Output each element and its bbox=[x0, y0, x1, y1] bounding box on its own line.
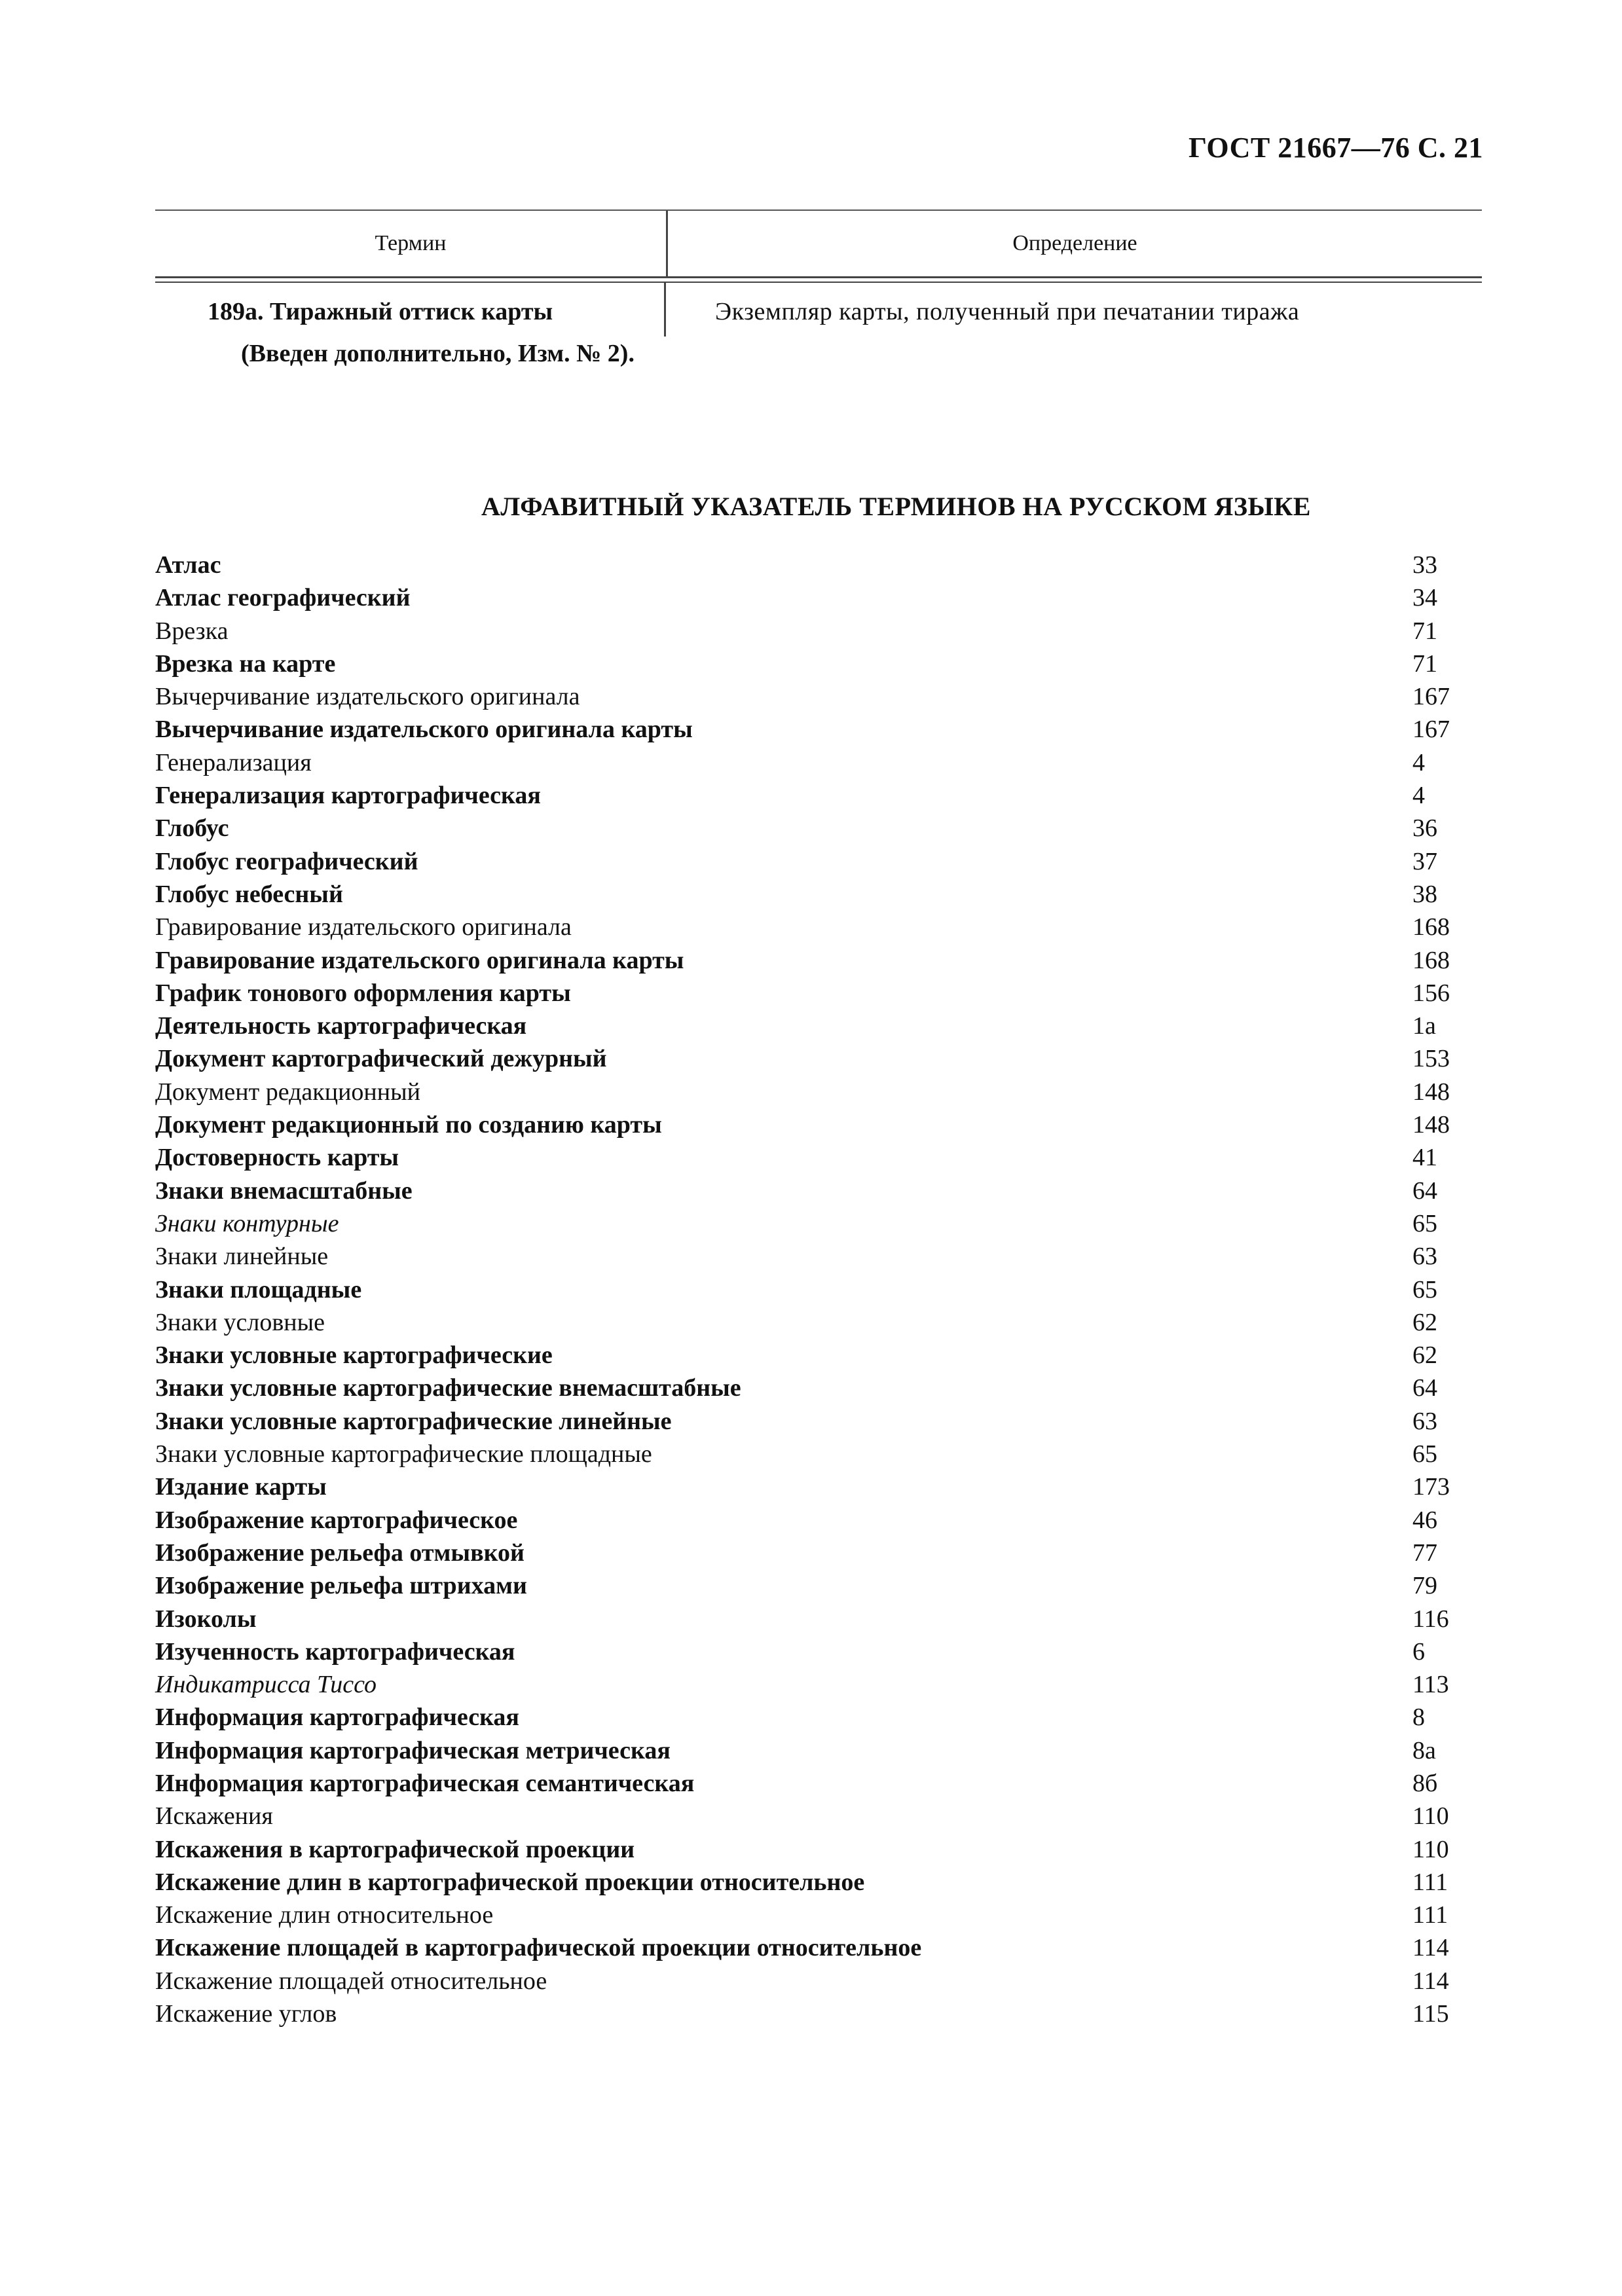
index-entry bbox=[155, 549, 1458, 581]
index-entry-term: Атлас bbox=[155, 551, 221, 579]
index-entry-term: Вычерчивание издательского оригинала карты bbox=[155, 716, 693, 744]
index-entry bbox=[155, 1866, 1458, 1899]
index-entry bbox=[155, 1339, 1458, 1372]
index-entry bbox=[155, 1800, 1458, 1832]
amendment-note: (Введен дополнительно, Изм. № 2). bbox=[241, 340, 635, 367]
index-entry-number: 65 bbox=[1412, 1275, 1437, 1303]
index-entry-term: Искажения bbox=[155, 1802, 273, 1831]
terms-table bbox=[155, 210, 1482, 337]
index-entry-number: 116 bbox=[1412, 1605, 1449, 1633]
index-entry-number: 114 bbox=[1412, 1934, 1449, 1962]
index-entry bbox=[155, 779, 1458, 812]
index-entry-term: Искажение длин относительное bbox=[155, 1901, 494, 1929]
index-entry-number: 65 bbox=[1412, 1209, 1437, 1237]
index-entry-number: 1а bbox=[1412, 1012, 1436, 1040]
index-entry-term: Информация картографическая bbox=[155, 1704, 519, 1732]
index-entry-term: Деятельность картографическая bbox=[155, 1012, 527, 1040]
index-entry-term: Врезка bbox=[155, 617, 229, 645]
index-entry bbox=[155, 680, 1458, 713]
index-entry-number: 34 bbox=[1412, 584, 1437, 612]
index-entry-term: Документ картографический дежурный bbox=[155, 1045, 607, 1073]
index-entry-term: Искажение площадей относительное bbox=[155, 1967, 547, 1995]
index-entry-term: Достоверность карты bbox=[155, 1144, 399, 1172]
index-entry bbox=[155, 713, 1458, 746]
table-cell-definition: Экземпляр карты, полученный при печатании тиража bbox=[715, 298, 1300, 325]
index-entry bbox=[155, 812, 1458, 845]
index-entry-term: Изображение картографическое bbox=[155, 1506, 518, 1534]
index-entry-number: 38 bbox=[1412, 880, 1437, 908]
index-list bbox=[155, 549, 1458, 2030]
index-entry-number: 4 bbox=[1412, 748, 1425, 776]
index-entry bbox=[155, 1899, 1458, 1931]
index-entry-term: Искажение площадей в картографической проекции относительное bbox=[155, 1934, 922, 1962]
index-entry-number: 8 bbox=[1412, 1704, 1425, 1732]
index-entry-number: 168 bbox=[1412, 913, 1450, 941]
index-entry bbox=[155, 746, 1458, 779]
index-entry bbox=[155, 1965, 1458, 1997]
index-entry-term: Изученность картографическая bbox=[155, 1637, 515, 1666]
index-entry bbox=[155, 1833, 1458, 1866]
index-entry-term: Изоколы bbox=[155, 1605, 257, 1633]
index-entry bbox=[155, 1470, 1458, 1503]
index-entry bbox=[155, 1273, 1458, 1306]
index-entry bbox=[155, 1734, 1458, 1767]
index-entry-number: 36 bbox=[1412, 814, 1437, 843]
index-entry bbox=[155, 1108, 1458, 1141]
index-entry-number: 168 bbox=[1412, 946, 1450, 974]
index-entry-number: 79 bbox=[1412, 1572, 1437, 1600]
index-entry bbox=[155, 1997, 1458, 2030]
index-entry-term: Знаки внемасштабные bbox=[155, 1176, 413, 1205]
index-entry-number: 65 bbox=[1412, 1440, 1437, 1468]
index-entry-term: Врезка на карте bbox=[155, 649, 336, 678]
index-entry-number: 64 bbox=[1412, 1176, 1437, 1205]
index-entry bbox=[155, 911, 1458, 943]
index-entry-number: 37 bbox=[1412, 847, 1437, 875]
index-entry bbox=[155, 1175, 1458, 1207]
index-entry-term: Генерализация картографическая bbox=[155, 782, 541, 810]
index-entry-term: График тонового оформления карты bbox=[155, 979, 571, 1007]
index-entry bbox=[155, 1207, 1458, 1240]
index-entry bbox=[155, 944, 1458, 977]
index-entry-term: Знаки площадные bbox=[155, 1275, 362, 1303]
index-entry-number: 77 bbox=[1412, 1539, 1437, 1567]
index-entry bbox=[155, 1306, 1458, 1339]
index-entry bbox=[155, 1537, 1458, 1569]
index-entry-number: 8б bbox=[1412, 1769, 1438, 1797]
index-entry bbox=[155, 1042, 1458, 1075]
index-entry bbox=[155, 1767, 1458, 1800]
index-entry bbox=[155, 878, 1458, 911]
index-entry-term: Информация картографическая метрическая bbox=[155, 1736, 671, 1764]
index-entry-term: Гравирование издательского оригинала карты bbox=[155, 946, 684, 974]
index-entry bbox=[155, 1504, 1458, 1537]
index-entry bbox=[155, 615, 1458, 647]
index-entry bbox=[155, 1603, 1458, 1635]
index-entry-number: 113 bbox=[1412, 1671, 1449, 1699]
index-entry-number: 167 bbox=[1412, 683, 1450, 711]
index-entry bbox=[155, 1438, 1458, 1470]
index-entry-term: Искажение длин в картографической проекции относительное bbox=[155, 1868, 865, 1896]
index-entry-number: 156 bbox=[1412, 979, 1450, 1007]
index-entry-number: 62 bbox=[1412, 1308, 1437, 1336]
index-entry bbox=[155, 1635, 1458, 1668]
index-entry-number: 115 bbox=[1412, 2000, 1449, 2028]
index-entry-number: 63 bbox=[1412, 1407, 1437, 1435]
index-entry-term: Глобус географический bbox=[155, 847, 418, 875]
index-entry-term: Знаки условные картографические площадные bbox=[155, 1440, 652, 1468]
table-cell-term: 189а. Тиражный оттиск карты bbox=[155, 283, 666, 337]
index-entry-term: Атлас географический bbox=[155, 584, 411, 612]
index-entry-number: 4 bbox=[1412, 782, 1425, 810]
column-header-definition: Определение bbox=[1012, 231, 1137, 255]
index-entry-term: Вычерчивание издательского оригинала bbox=[155, 683, 580, 711]
table-row bbox=[155, 283, 1482, 337]
index-entry-term: Знаки условные bbox=[155, 1308, 325, 1336]
index-entry-number: 46 bbox=[1412, 1506, 1437, 1534]
index-entry-term: Знаки условные картографические линейные bbox=[155, 1407, 672, 1435]
index-entry-term: Изображение рельефа штрихами bbox=[155, 1572, 527, 1600]
table-header-row bbox=[155, 211, 1482, 276]
index-entry bbox=[155, 1141, 1458, 1174]
index-entry-number: 8а bbox=[1412, 1736, 1436, 1764]
index-entry-number: 71 bbox=[1412, 617, 1437, 645]
index-entry-number: 148 bbox=[1412, 1078, 1450, 1106]
index-entry-term: Искажения в картографической проекции bbox=[155, 1835, 635, 1863]
index-entry-number: 33 bbox=[1412, 551, 1437, 579]
index-entry-number: 111 bbox=[1412, 1901, 1448, 1929]
table-header-rule bbox=[155, 276, 1482, 283]
index-entry-term: Генерализация bbox=[155, 748, 312, 776]
index-entry-term: Глобус небесный bbox=[155, 880, 343, 908]
index-entry bbox=[155, 1931, 1458, 1964]
index-entry bbox=[155, 977, 1458, 1010]
index-entry-number: 110 bbox=[1412, 1835, 1449, 1863]
index-entry-term: Документ редакционный по созданию карты bbox=[155, 1111, 662, 1139]
index-entry-term: Глобус bbox=[155, 814, 229, 843]
index-entry bbox=[155, 1010, 1458, 1042]
index-entry-term: Индикатрисса Тиссо bbox=[155, 1671, 377, 1699]
index-entry-number: 64 bbox=[1412, 1374, 1437, 1402]
index-entry bbox=[155, 1372, 1458, 1404]
index-entry bbox=[155, 1701, 1458, 1734]
index-entry-term: Информация картографическая семантическая bbox=[155, 1769, 695, 1797]
index-entry-term: Знаки линейные bbox=[155, 1243, 329, 1271]
index-entry-number: 173 bbox=[1412, 1473, 1450, 1501]
page-header: ГОСТ 21667—76 С. 21 bbox=[1188, 132, 1483, 164]
index-entry bbox=[155, 1405, 1458, 1438]
index-entry bbox=[155, 581, 1458, 614]
index-entry bbox=[155, 845, 1458, 878]
index-entry-term: Знаки контурные bbox=[155, 1209, 339, 1237]
index-entry bbox=[155, 1668, 1458, 1701]
index-entry-number: 71 bbox=[1412, 649, 1437, 678]
index-entry bbox=[155, 1240, 1458, 1273]
index-entry-term: Изображение рельефа отмывкой bbox=[155, 1539, 525, 1567]
index-entry-term: Знаки условные картографические внемасштабные bbox=[155, 1374, 741, 1402]
index-entry-term: Искажение углов bbox=[155, 2000, 337, 2028]
index-entry-term: Знаки условные картографические bbox=[155, 1341, 553, 1370]
index-entry-number: 6 bbox=[1412, 1637, 1425, 1666]
index-entry-number: 62 bbox=[1412, 1341, 1437, 1370]
index-entry-number: 153 bbox=[1412, 1045, 1450, 1073]
index-entry-number: 111 bbox=[1412, 1868, 1448, 1896]
index-entry-number: 41 bbox=[1412, 1144, 1437, 1172]
index-entry-number: 167 bbox=[1412, 716, 1450, 744]
index-entry bbox=[155, 1076, 1458, 1108]
index-entry-number: 114 bbox=[1412, 1967, 1449, 1995]
index-entry-term: Гравирование издательского оригинала bbox=[155, 913, 572, 941]
column-header-term: Термин bbox=[155, 211, 668, 276]
index-entry-term: Документ редакционный bbox=[155, 1078, 420, 1106]
index-entry-number: 148 bbox=[1412, 1111, 1450, 1139]
index-title: АЛФАВИТНЫЙ УКАЗАТЕЛЬ ТЕРМИНОВ НА РУССКОМ ЯЗЫКЕ bbox=[481, 492, 1311, 521]
index-entry bbox=[155, 647, 1458, 680]
index-entry bbox=[155, 1569, 1458, 1602]
index-entry-number: 110 bbox=[1412, 1802, 1449, 1831]
index-entry-term: Издание карты bbox=[155, 1473, 327, 1501]
index-entry-number: 63 bbox=[1412, 1243, 1437, 1271]
